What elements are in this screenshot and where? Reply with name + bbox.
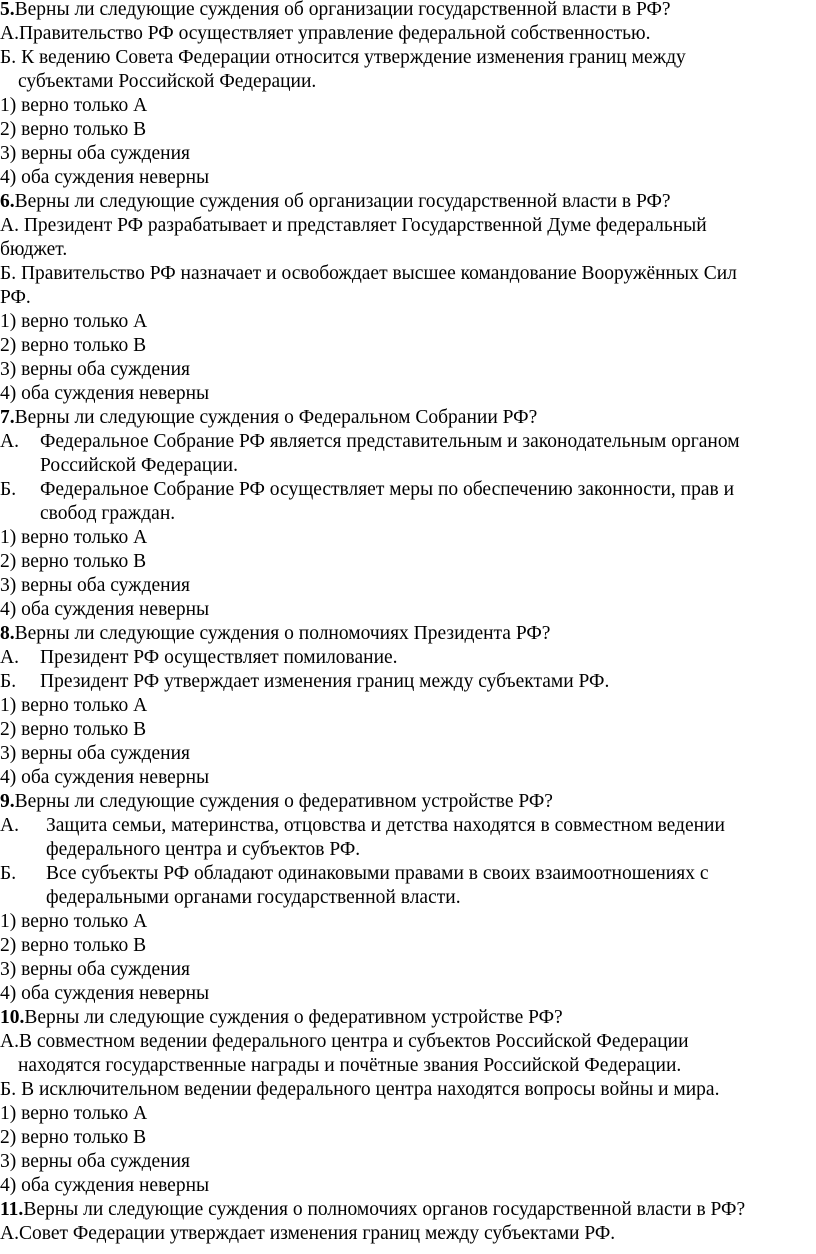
- statement-b: [0, 670, 16, 694]
- question-text: Верны ли следующие суждения об организации государственной власти в РФ?: [14, 0, 671, 20]
- statement-b: Б. Правительство РФ назначает и освобождает высшее командование Вооружённых Сил: [0, 263, 737, 284]
- answer-option: 2) верно только В: [0, 551, 147, 572]
- question-text: Верны ли следующие суждения о федеративном устройстве РФ?: [14, 791, 553, 812]
- question-number: 7.: [0, 407, 15, 428]
- question-number: 5.: [0, 0, 15, 20]
- statement-marker: Б.: [0, 863, 17, 884]
- question-10: [0, 1006, 563, 1030]
- statement-marker: Б.: [0, 671, 17, 692]
- statement-text: К ведению Совета Федерации относится утверждение изменения границ между: [21, 47, 686, 68]
- statement-text: Федеральное Собрание РФ осуществляет меры по обеспечению законности, прав и: [40, 479, 735, 500]
- question-9: [0, 790, 553, 814]
- answer-option: 1) верно только А: [0, 95, 148, 116]
- statement-marker: А.: [0, 815, 19, 836]
- answer-option: 2) верно только В: [0, 719, 147, 740]
- statement-a: [0, 814, 19, 838]
- answer-option: 3) верны оба суждения: [0, 359, 191, 380]
- question-number: 6.: [0, 191, 15, 212]
- answer-option: 2) верно только В: [0, 935, 147, 956]
- answer-option: 4) оба суждения неверны: [0, 167, 210, 188]
- statement-marker: Б.: [0, 479, 17, 500]
- statement-text: Правительство РФ осуществляет управление федеральной собственностью.: [18, 23, 651, 44]
- answer-option: 1) верно только А: [0, 1103, 148, 1124]
- statement-marker: А.: [0, 23, 19, 44]
- question-7: [0, 406, 537, 430]
- statement-a: [0, 430, 19, 454]
- question-6: [0, 190, 671, 214]
- statement-a-continued: Российской Федерации.: [40, 455, 238, 476]
- question-text: Верны ли следующие суждения о Федеральном Собрании РФ?: [14, 407, 538, 428]
- statement-text: Президент РФ осуществляет помилование.: [40, 647, 398, 668]
- question-text: Верны ли следующие суждения о полномочиях органов государственной власти в РФ?: [23, 1199, 746, 1220]
- answer-option: 1) верно только А: [0, 311, 148, 332]
- statement-text: Все субъекты РФ обладают одинаковыми правами в своих взаимоотношениях с: [46, 863, 709, 884]
- question-number: 9.: [0, 791, 15, 812]
- statement-marker: А.: [0, 1223, 19, 1244]
- statement-marker: Б.: [0, 1079, 17, 1100]
- statement-b: [0, 478, 16, 502]
- statement-text: Совет Федерации утверждает изменения границ между субъектами РФ.: [18, 1223, 616, 1244]
- statement-text: Защита семьи, материнства, отцовства и детства находятся в совместном ведении: [46, 815, 725, 836]
- answer-option: 3) верны оба суждения: [0, 743, 191, 764]
- statement-marker: Б.: [0, 47, 17, 68]
- question-number: 11.: [0, 1199, 24, 1220]
- statement-marker: А.: [0, 431, 19, 452]
- question-text: Верны ли следующие суждения о полномочиях Президента РФ?: [14, 623, 551, 644]
- answer-option: 3) верны оба суждения: [0, 959, 191, 980]
- statement-a: [0, 22, 651, 46]
- answer-option: 1) верно только А: [0, 695, 148, 716]
- question-11: [0, 1198, 745, 1222]
- statement-b: [0, 862, 16, 886]
- answer-option: 3) верны оба суждения: [0, 1151, 191, 1172]
- statement-a: А. Президент РФ разрабатывает и представляет Государственной Думе федеральный: [0, 215, 707, 236]
- statement-marker: А.: [0, 1031, 19, 1052]
- answer-option: 1) верно только А: [0, 527, 148, 548]
- statement-b: [0, 1078, 719, 1102]
- statement-b-continued: федеральными органами государственной власти.: [46, 887, 461, 908]
- question-text: Верны ли следующие суждения об организации государственной власти в РФ?: [14, 191, 671, 212]
- question-number: 10.: [0, 1007, 25, 1028]
- statement-text: В совместном ведении федерального центра и субъектов Российской Федерации: [18, 1031, 689, 1052]
- statement-text: Федеральное Собрание РФ является представительным и законодательным органом: [40, 431, 740, 452]
- question-8: [0, 622, 550, 646]
- statement-b-continued: субъектами Российской Федерации.: [18, 71, 317, 92]
- answer-option: 4) оба суждения неверны: [0, 767, 210, 788]
- statement-a: [0, 646, 19, 670]
- answer-option: 4) оба суждения неверны: [0, 1175, 210, 1196]
- question-5: [0, 0, 671, 22]
- answer-option: 2) верно только В: [0, 335, 147, 356]
- statement-a-continued: находятся государственные награды и почётные звания Российской Федерации.: [18, 1055, 682, 1076]
- statement-a: [0, 1030, 689, 1054]
- answer-option: 2) верно только В: [0, 119, 147, 140]
- answer-option: 4) оба суждения неверны: [0, 383, 210, 404]
- statement-text: В исключительном ведении федерального центра находятся вопросы войны и мира.: [21, 1079, 720, 1100]
- answer-option: 2) верно только В: [0, 1127, 147, 1148]
- answer-option: 1) верно только А: [0, 911, 148, 932]
- statement-a: [0, 1222, 615, 1246]
- statement-b-continued: свобод граждан.: [40, 503, 176, 524]
- statement-b: [0, 46, 686, 70]
- question-text: Верны ли следующие суждения о федеративном устройстве РФ?: [24, 1007, 563, 1028]
- answer-option: 4) оба суждения неверны: [0, 983, 210, 1004]
- answer-option: 3) верны оба суждения: [0, 575, 191, 596]
- statement-a-continued: бюджет.: [0, 239, 68, 260]
- statement-b-continued: РФ.: [0, 287, 31, 308]
- statement-marker: А.: [0, 647, 19, 668]
- statement-a-continued: федерального центра и субъектов РФ.: [46, 839, 361, 860]
- question-number: 8.: [0, 623, 15, 644]
- answer-option: 4) оба суждения неверны: [0, 599, 210, 620]
- answer-option: 3) верны оба суждения: [0, 143, 191, 164]
- statement-text: Президент РФ утверждает изменения границ между субъектами РФ.: [40, 671, 610, 692]
